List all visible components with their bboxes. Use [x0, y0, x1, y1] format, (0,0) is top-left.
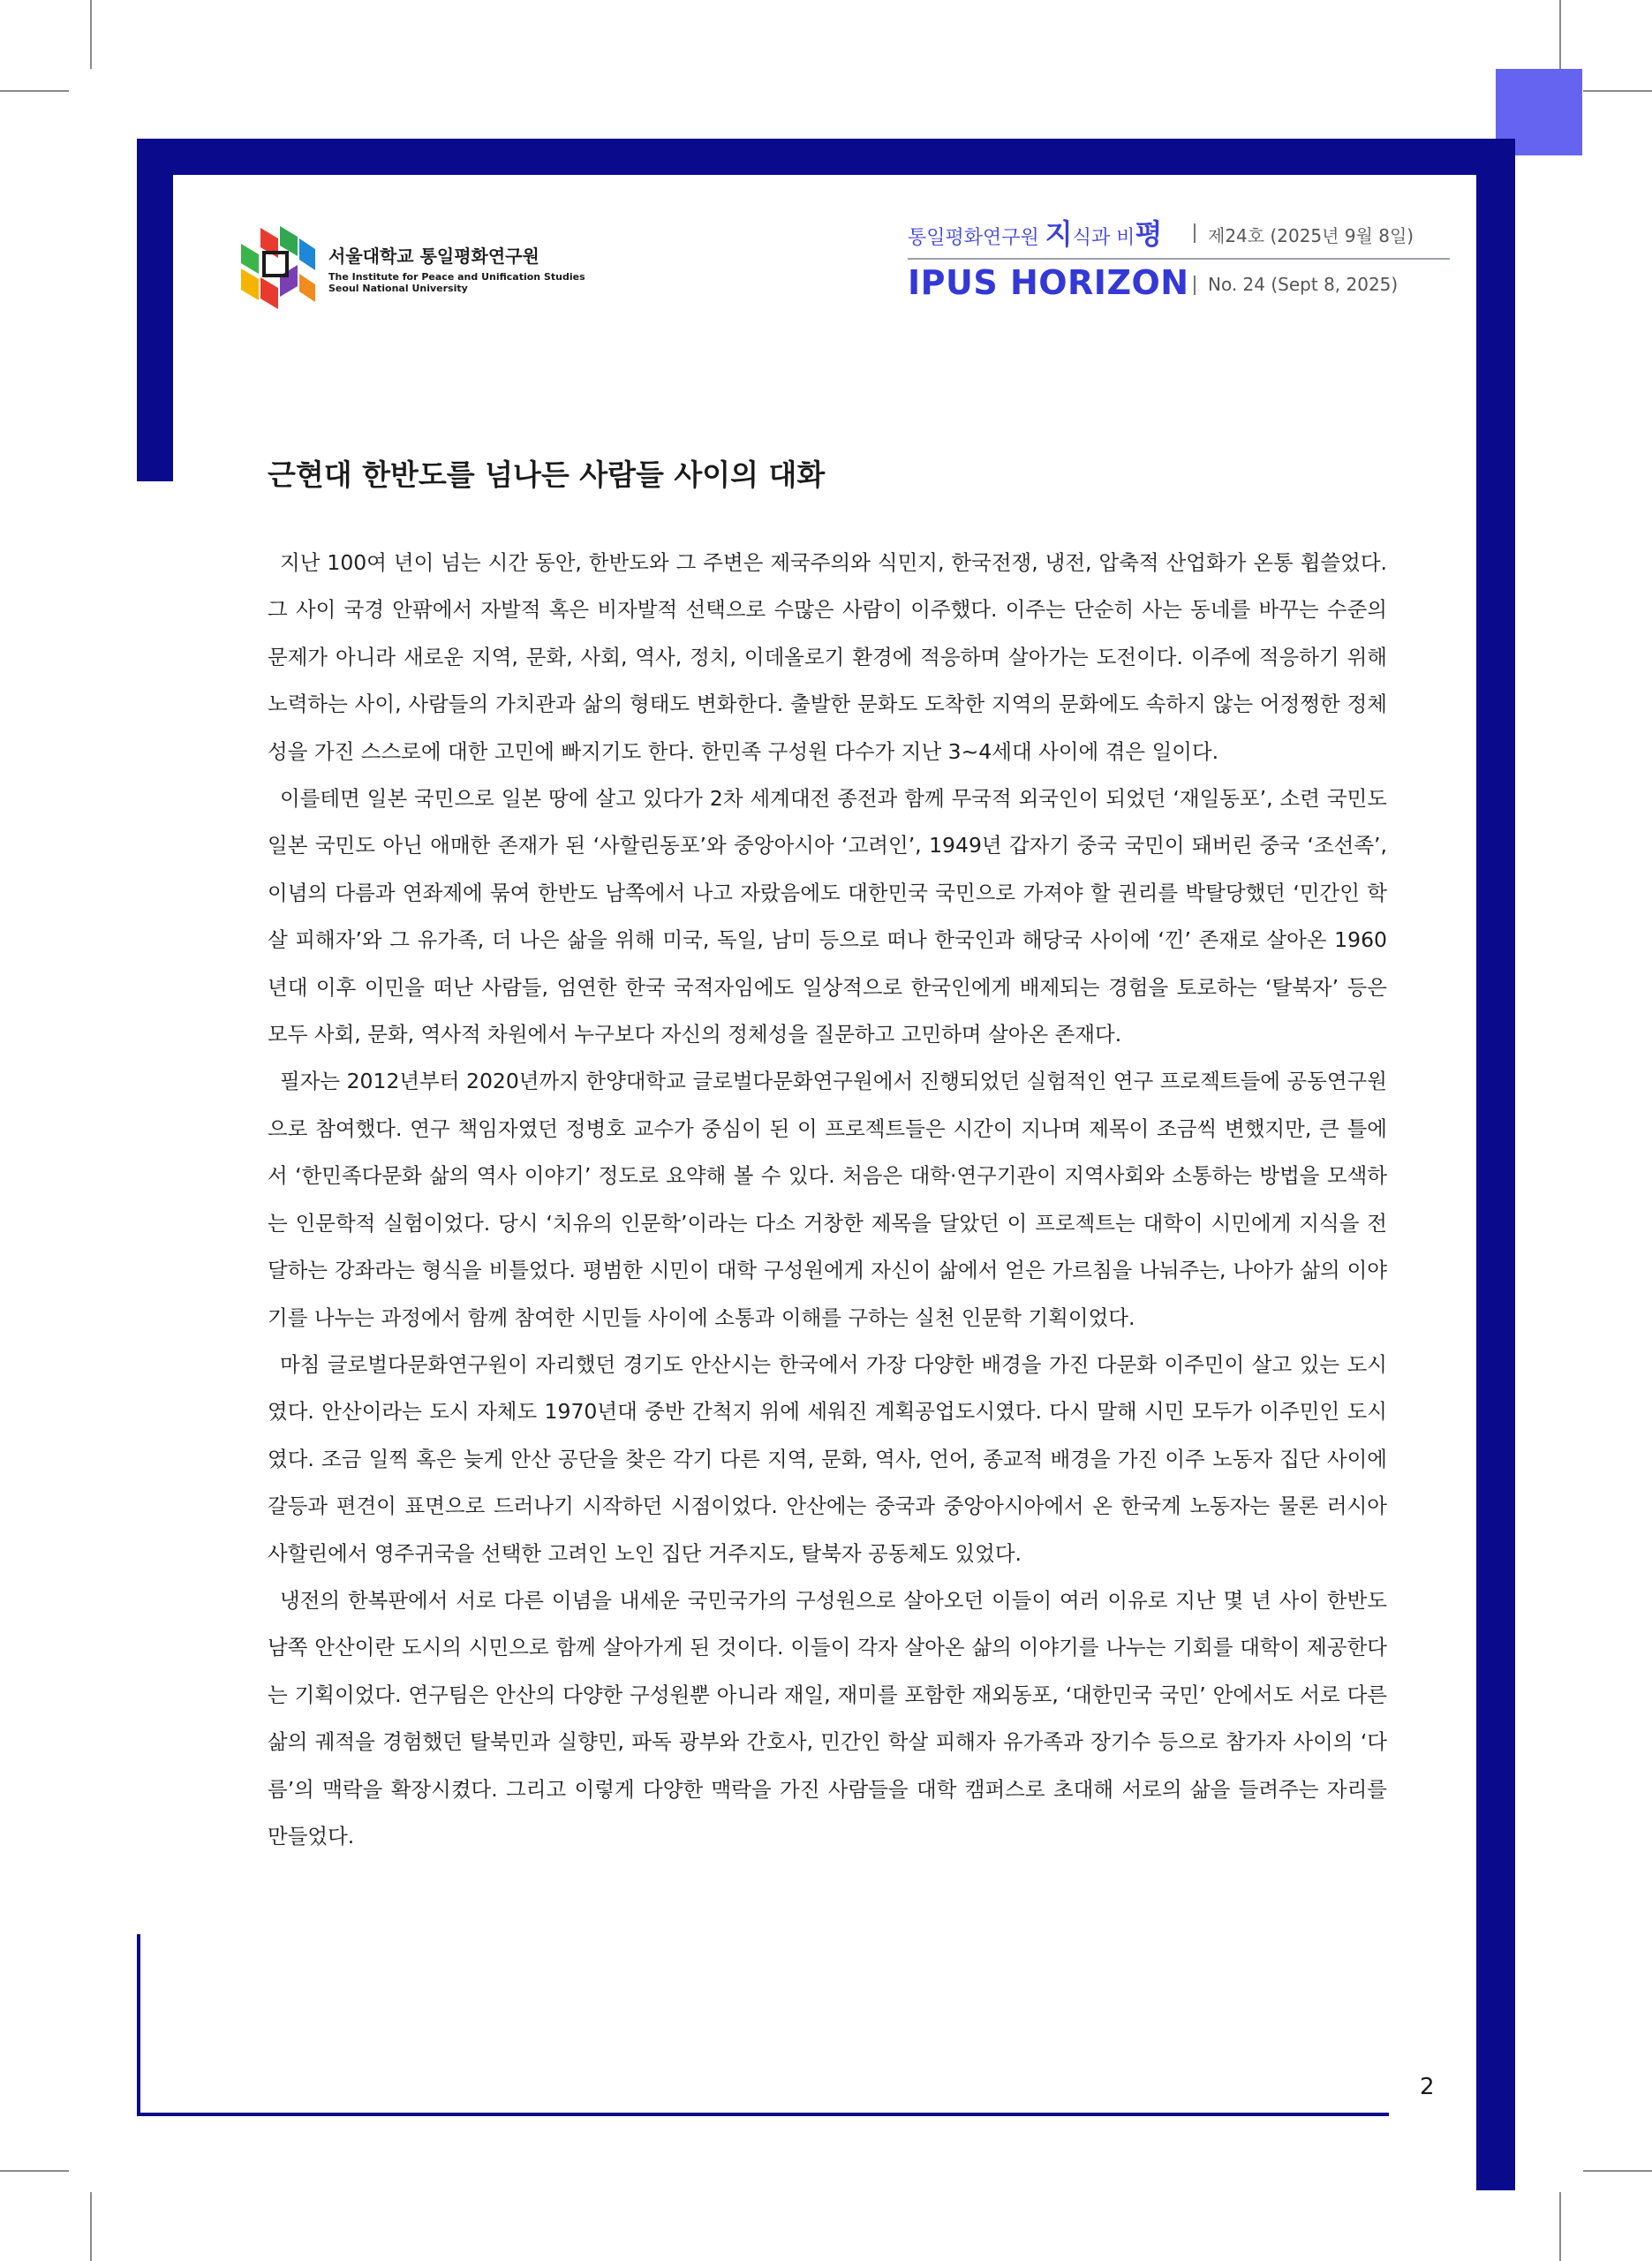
frame-bottom-line: [137, 2113, 1389, 2116]
article-title: 근현대 한반도를 넘나든 사람들 사이의 대화: [268, 457, 826, 492]
paragraph: 냉전의 한복판에서 서로 다른 이념을 내세운 국민국가의 구성원으로 살아오던 이들이 여러 이유로 지난 몇 년 사이 한반도 남쪽 안산이란 도시의 시민으로 함께 살아가게 된 것이다. 이들이 각자 살아온 삶의 이야기를 나누는 기회를 대학이 제공한다는 기획이었다. 연구팀은 안산의 다양한 구성원뿐 아니라 재일, 재미를 포함한 재외동포, ‘대한민국 국민’ 안에서도 서로 다른 삶의 궤적을 경험했던 탈북민과 실향민, 파독 광부와 간호사, 민간인 학살 피해자 유가족과 장기수 등으로 참가자 사이의 ‘다름’의 맥락을 확장시켰다. 그리고 이렇게 다양한 맥락을 가진 사람들을 대학 캠퍼스로 초대해 서로의 삶을 들려주는 자리를 만들었다.: [268, 1587, 1387, 1849]
issue-number-kr: 제24호 (2025년 9월 8일): [1208, 225, 1414, 246]
series-mid: 식과 비: [1072, 227, 1135, 249]
header-separator: [1194, 223, 1196, 243]
page-number: 2: [1420, 2074, 1435, 2100]
crop-mark: [0, 90, 69, 92]
frame-bottom-left-line: [137, 1934, 140, 2116]
crop-mark: [1583, 2170, 1652, 2172]
paragraph: 지난 100여 년이 넘는 시간 동안, 한반도와 그 주변은 제국주의와 식민지, 한국전쟁, 냉전, 압축적 산업화가 온통 휩쓸었다. 그 사이 국경 안팎에서 자발적 혹은 비자발적 선택으로 수많은 사람이 이주했다. 이주는 단순히 사는 동네를 바꾸는 수준의 문제가 아니라 새로운 지역, 문화, 사회, 역사, 정치, 이데올로기 환경에 적응하며 살아가는 도전이다. 이주에 적응하기 위해 노력하는 사이, 사람들의 가치관과 삶의 형태도 변화한다. 출발한 문화도 도착한 지역의 문화에도 속하지 않는 어정쩡한 정체성을 가진 스스로에 대한 고민에 빠지기도 한다. 한민족 구성원 다수가 지난 3~4세대 사이에 겪은 일이다.: [268, 550, 1387, 764]
paragraph: 마침 글로벌다문화연구원이 자리했던 경기도 안산시는 한국에서 가장 다양한 배경을 가진 다문화 이주민이 살고 있는 도시였다. 안산이라는 도시 자체도 1970년대 중반 간척지 위에 세워진 계획공업도시였다. 다시 말해 시민 모두가 이주민인 도시였다. 조금 일찍 혹은 늦게 안산 공단을 찾은 각기 다른 지역, 문화, 역사, 언어, 종교적 배경을 가진 이주 노동자 집단 사이에 갈등과 편견이 표면으로 드러나기 시작하던 시점이었다. 안산에는 중국과 중앙아시아에서 온 한국계 노동자는 물론 러시아 사할린에서 영주귀국을 선택한 고려인 노인 집단 거주지도, 탈북자 공동체도 있었다.: [268, 1351, 1387, 1566]
series-prefix: 통일평화연구원: [908, 227, 1045, 249]
header-rule: [908, 258, 1450, 260]
paragraph: 이를테면 일본 국민으로 일본 땅에 살고 있다가 2차 세계대전 종전과 함께 무국적 외국인이 되었던 ‘재일동포’, 소련 국민도 일본 국민도 아닌 애매한 존재가 된 ‘사할린동포’와 중앙아시아 ‘고려인’, 1949년 갑자기 중국 국민이 돼버린 중국 ‘조선족’, 이념의 다름과 연좌제에 묶여 한반도 남쪽에서 나고 자랐음에도 대한민국 국민으로 가져야 할 권리를 박탈당했던 ‘민간인 학살 피해자’와 그 유가족, 더 나은 삶을 위해 미국, 독일, 남미 등으로 떠나 한국인과 해당국 사이에 ‘낀’ 존재로 살아온 1960년대 이후 이민을 떠난 사람들, 엄연한 한국 국적자임에도 일상적으로 한국인에게 배제되는 경험을 토로하는 ‘탈북자’ 등은 모두 사회, 문화, 역사적 차원에서 누구보다 자신의 정체성을 질문하고 고민하며 살아온 존재다.: [268, 786, 1387, 1047]
frame-left-bar: [137, 139, 173, 481]
article-body: [268, 540, 1387, 1860]
brand-title: IPUS HORIZON: [908, 263, 1189, 302]
issue-number-en: No. 24 (Sept 8, 2025): [1208, 274, 1399, 295]
crop-mark: [1559, 0, 1561, 69]
series-ji: 지: [1045, 217, 1073, 251]
institute-name-kr: 서울대학교 통일평화연구원: [328, 246, 539, 267]
crop-mark: [1583, 90, 1652, 92]
series-title-kr: [908, 212, 1162, 253]
paragraph: 필자는 2012년부터 2020년까지 한양대학교 글로벌다문화연구원에서 진행되었던 실험적인 연구 프로젝트들에 공동연구원으로 참여했다. 연구 책임자였던 정병호 교수가 중심이 된 이 프로젝트들은 시간이 지나며 제목이 조금씩 변했지만, 큰 틀에서 ‘한민족다문화 삶의 역사 이야기’ 정도로 요약해 볼 수 있다. 처음은 대학·연구기관이 지역사회와 소통하는 방법을 모색하는 인문학적 실험이었다. 당시 ‘치유의 인문학’이라는 다소 거창한 제목을 달았던 이 프로젝트는 대학이 시민에게 지식을 전달하는 강좌라는 형식을 비틀었다. 평범한 시민이 대학 구성원에게 자신이 삶에서 얻은 가르침을 나눠주는, 나아가 삶의 이야기를 나누는 과정에서 함께 참여한 시민들 사이에 소통과 이해를 구하는 실천 인문학 기획이었다.: [268, 1069, 1387, 1330]
crop-mark: [90, 0, 92, 69]
frame-right-bar: [1476, 139, 1515, 2190]
crop-mark: [90, 2192, 92, 2261]
series-pyeong: 평: [1135, 217, 1163, 251]
institute-name-en: [328, 271, 585, 294]
institute-logo: [234, 223, 319, 314]
crop-mark: [1559, 2192, 1561, 2261]
header-separator: [1194, 276, 1196, 295]
crop-mark: [0, 2170, 69, 2172]
frame-top-bar: [137, 139, 1515, 175]
institute-name-en-line2: Seoul National University: [328, 283, 468, 294]
institute-name-en-line1: The Institute for Peace and Unification Studies: [328, 271, 585, 283]
